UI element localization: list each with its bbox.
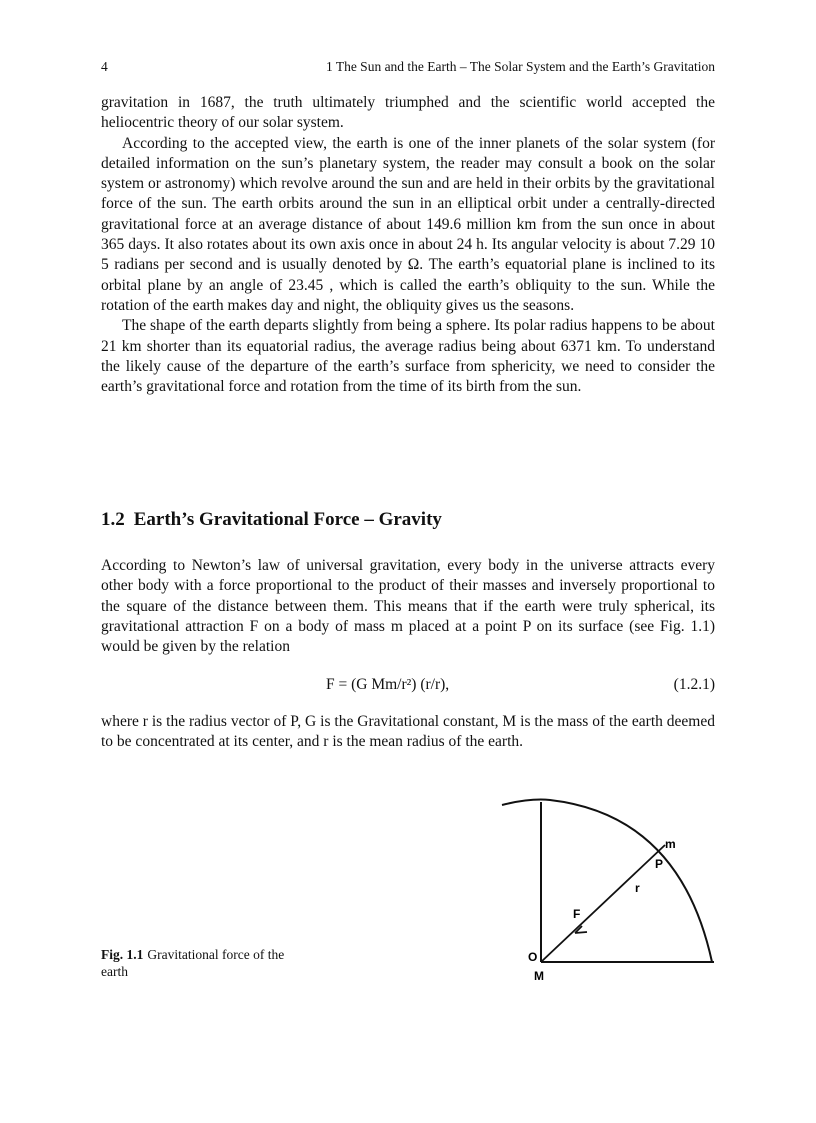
label-M: M xyxy=(534,969,544,983)
paragraph-accepted-view: According to the accepted view, the earth is one of the inner planets of the solar system (for detailed information on the sun’s planetary system, the reader may consult a book on the solar system or astronomy) which revolve around the sun and are held in their orbits by the gravitational force of the sun. The earth orbits around the sun in an elliptical orbit under a centrally-directed gravitational force at an average distance of about 149.6 million km from the sun once in about 365 days. It also rotates about its own axis once in about 24 h. Its angular velocity is about 7.29 10 5 radians per second and is usually denoted by Ω. The earth’s equatorial plane is inclined to its orbital plane by an angle of 23.45 , which is called the earth’s obliquity to the sun. While the rotation of the earth makes day and night, the obliquity gives us the seasons. xyxy=(101,134,715,314)
label-O: O xyxy=(528,950,538,964)
definitions-text-block xyxy=(101,712,715,753)
label-m: m xyxy=(665,837,676,851)
equation-expression: F = (G Mm/r²) (r/r), xyxy=(326,676,450,693)
figure-caption-label: Fig. 1.1 xyxy=(101,947,144,962)
paragraph-definitions: where r is the radius vector of P, G is the Gravitational constant, M is the mass of the earth deemed to be concentrated at its center, and r is the mean radius of the earth. xyxy=(101,713,715,751)
running-title: 1 The Sun and the Earth – The Solar System and the Earth’s Gravitation xyxy=(325,59,715,74)
figure-caption xyxy=(101,946,286,980)
page-number: 4 xyxy=(101,59,108,74)
paragraph-newton-law: According to Newton’s law of universal gravitation, every body in the universe attracts every other body with a force proportional to the product of their masses and inversely proportional to the square of the distance between them. This means that if the earth were truly spherical, its gravitational attraction F on a body of mass m placed at a point P on its surface (see Fig. 1.1) would be given by the relation xyxy=(101,557,715,656)
figure-caption-text: Gravitational force of the earth xyxy=(101,947,285,979)
figure-gravitational-force xyxy=(490,790,730,990)
equation-number: (1.2.1) xyxy=(673,676,715,693)
label-r: r xyxy=(635,881,640,895)
newton-text-block xyxy=(101,556,715,657)
intro-text-block xyxy=(101,93,715,397)
section-heading xyxy=(101,509,442,531)
section-title: Earth’s Gravitational Force – Gravity xyxy=(133,509,442,530)
paragraph-earth-shape: The shape of the earth departs slightly from being a sphere. Its polar radius happens to be about 21 km shorter than its equatorial radius, the average radius being about 6371 km. To understand the likely cause of the departure of the earth’s surface from sphericity, we need to consider the earth’s gravitational force and rotation from the time of its birth from the sun. xyxy=(101,317,715,396)
equation-1-2-1 xyxy=(101,676,715,698)
label-F: F xyxy=(573,907,581,921)
paragraph-continuation: gravitation in 1687, the truth ultimately triumphed and the scientific world accepted the heliocentric theory of our solar system. xyxy=(101,94,715,132)
label-P: P xyxy=(655,857,664,871)
earth-surface-arc xyxy=(502,800,712,962)
figure-diagram xyxy=(490,790,730,990)
radius-vector-line xyxy=(541,845,665,962)
running-header xyxy=(101,59,715,79)
section-number: 1.2 xyxy=(101,509,125,530)
